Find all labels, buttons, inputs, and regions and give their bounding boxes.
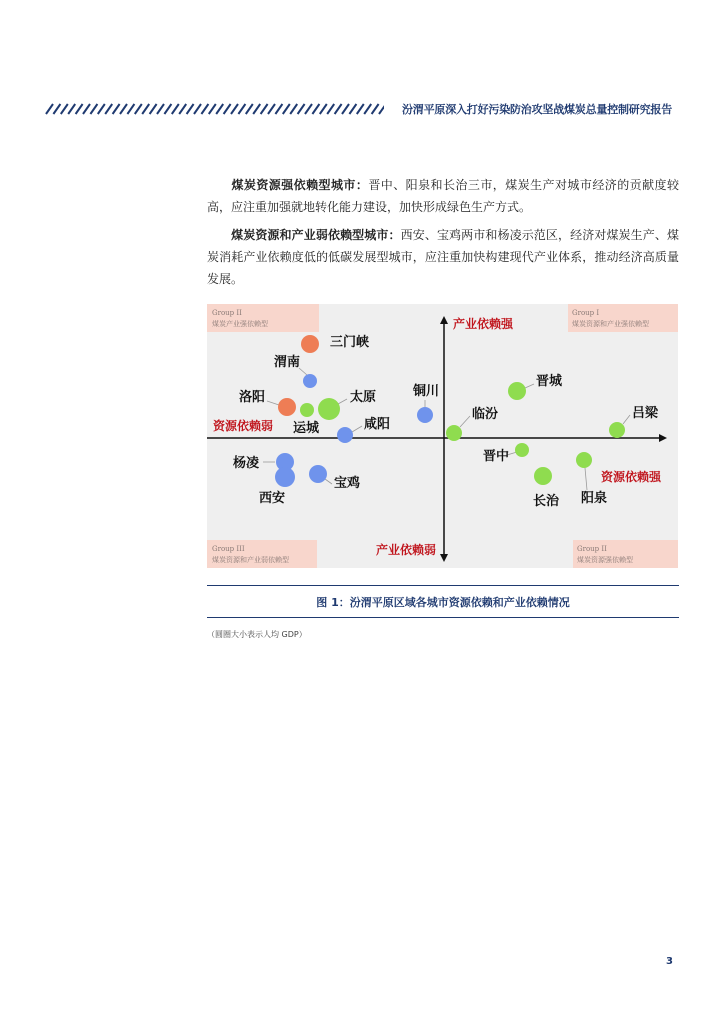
- group-3-title: Group III: [212, 545, 245, 553]
- axis-label-industry-strong: 产业依赖强: [453, 317, 514, 331]
- paragraph-text: 西安、宝鸡两市和杨凌示范区，经济对煤炭生产、煤炭消耗产业依赖度低的低碳发展型城市，应注重加快构建现代产业体系，推动经济高质量发展。: [207, 228, 679, 286]
- city-label: 阳泉: [581, 491, 608, 506]
- city-label: 洛阳: [239, 390, 266, 405]
- city-label: 杨凌: [233, 456, 260, 471]
- group-4-title: Group II: [577, 545, 607, 553]
- caption-rule-bottom: [207, 617, 679, 618]
- city-bubble: [278, 398, 296, 416]
- city-bubble: [576, 452, 592, 468]
- city-bubble: [303, 374, 317, 388]
- city-bubble: [309, 465, 327, 483]
- city-bubble: [417, 407, 433, 423]
- caption-rule-top: [207, 585, 679, 586]
- city-label: 临汾: [472, 407, 499, 422]
- paragraph-weak-dependence: [207, 224, 679, 290]
- city-label: 宝鸡: [334, 476, 361, 491]
- city-label: 晋中: [483, 449, 510, 464]
- axis-label-resource-weak: 资源依赖弱: [213, 419, 274, 433]
- group-3-subtitle: 煤炭资源和产业弱依赖型: [212, 556, 289, 564]
- group-2-subtitle: 煤炭产业强依赖型: [212, 320, 268, 328]
- paragraph-lead: 煤炭资源强依赖型城市：: [231, 178, 369, 192]
- city-label: 运城: [293, 421, 320, 436]
- city-bubble: [301, 335, 319, 353]
- city-bubble: [446, 425, 462, 441]
- city-bubble: [515, 443, 529, 457]
- city-label: 长治: [533, 494, 560, 509]
- city-label: 三门峡: [330, 335, 370, 350]
- header-hatch-decoration: [44, 103, 384, 115]
- city-label: 西安: [259, 491, 286, 506]
- city-bubble: [534, 467, 552, 485]
- city-label: 渭南: [274, 355, 301, 370]
- group-4-subtitle: 煤炭资源强依赖型: [577, 556, 633, 564]
- city-bubble: [609, 422, 625, 438]
- header-title: 汾渭平原深入打好污染防治攻坚战煤炭总量控制研究报告: [402, 103, 672, 116]
- paragraph-text: 晋中、阳泉和长治三市，煤炭生产对城市经济的贡献度较高，应注重加强就地转化能力建设，加快形成绿色生产方式。: [207, 178, 679, 214]
- city-label: 铜川: [413, 384, 440, 399]
- paragraph-strong-dependence: [207, 174, 679, 218]
- paragraph-lead: 煤炭资源和产业弱依赖型城市：: [231, 228, 401, 242]
- page-number: 3: [666, 956, 673, 967]
- plot-background: [207, 304, 678, 568]
- figure-note: （圆圈大小表示人均 GDP）: [207, 630, 307, 639]
- city-label: 晋城: [536, 374, 563, 389]
- city-bubble: [275, 467, 295, 487]
- group-2-title: Group II: [212, 309, 242, 317]
- city-bubble: [508, 382, 526, 400]
- city-label: 咸阳: [364, 417, 391, 432]
- group-1-title: Group I: [572, 309, 600, 317]
- axis-label-resource-strong: 资源依赖强: [601, 470, 662, 484]
- city-label: 太原: [350, 390, 377, 405]
- city-bubble: [300, 403, 314, 417]
- axis-label-industry-weak: 产业依赖弱: [376, 543, 437, 557]
- group-1-subtitle: 煤炭资源和产业强依赖型: [572, 320, 649, 328]
- dependence-quadrant-chart: [207, 304, 678, 568]
- figure-caption: 图 1：汾渭平原区域各城市资源依赖和产业依赖情况: [316, 596, 570, 609]
- city-bubble: [318, 398, 340, 420]
- city-label: 吕梁: [632, 406, 659, 421]
- city-bubble: [337, 427, 353, 443]
